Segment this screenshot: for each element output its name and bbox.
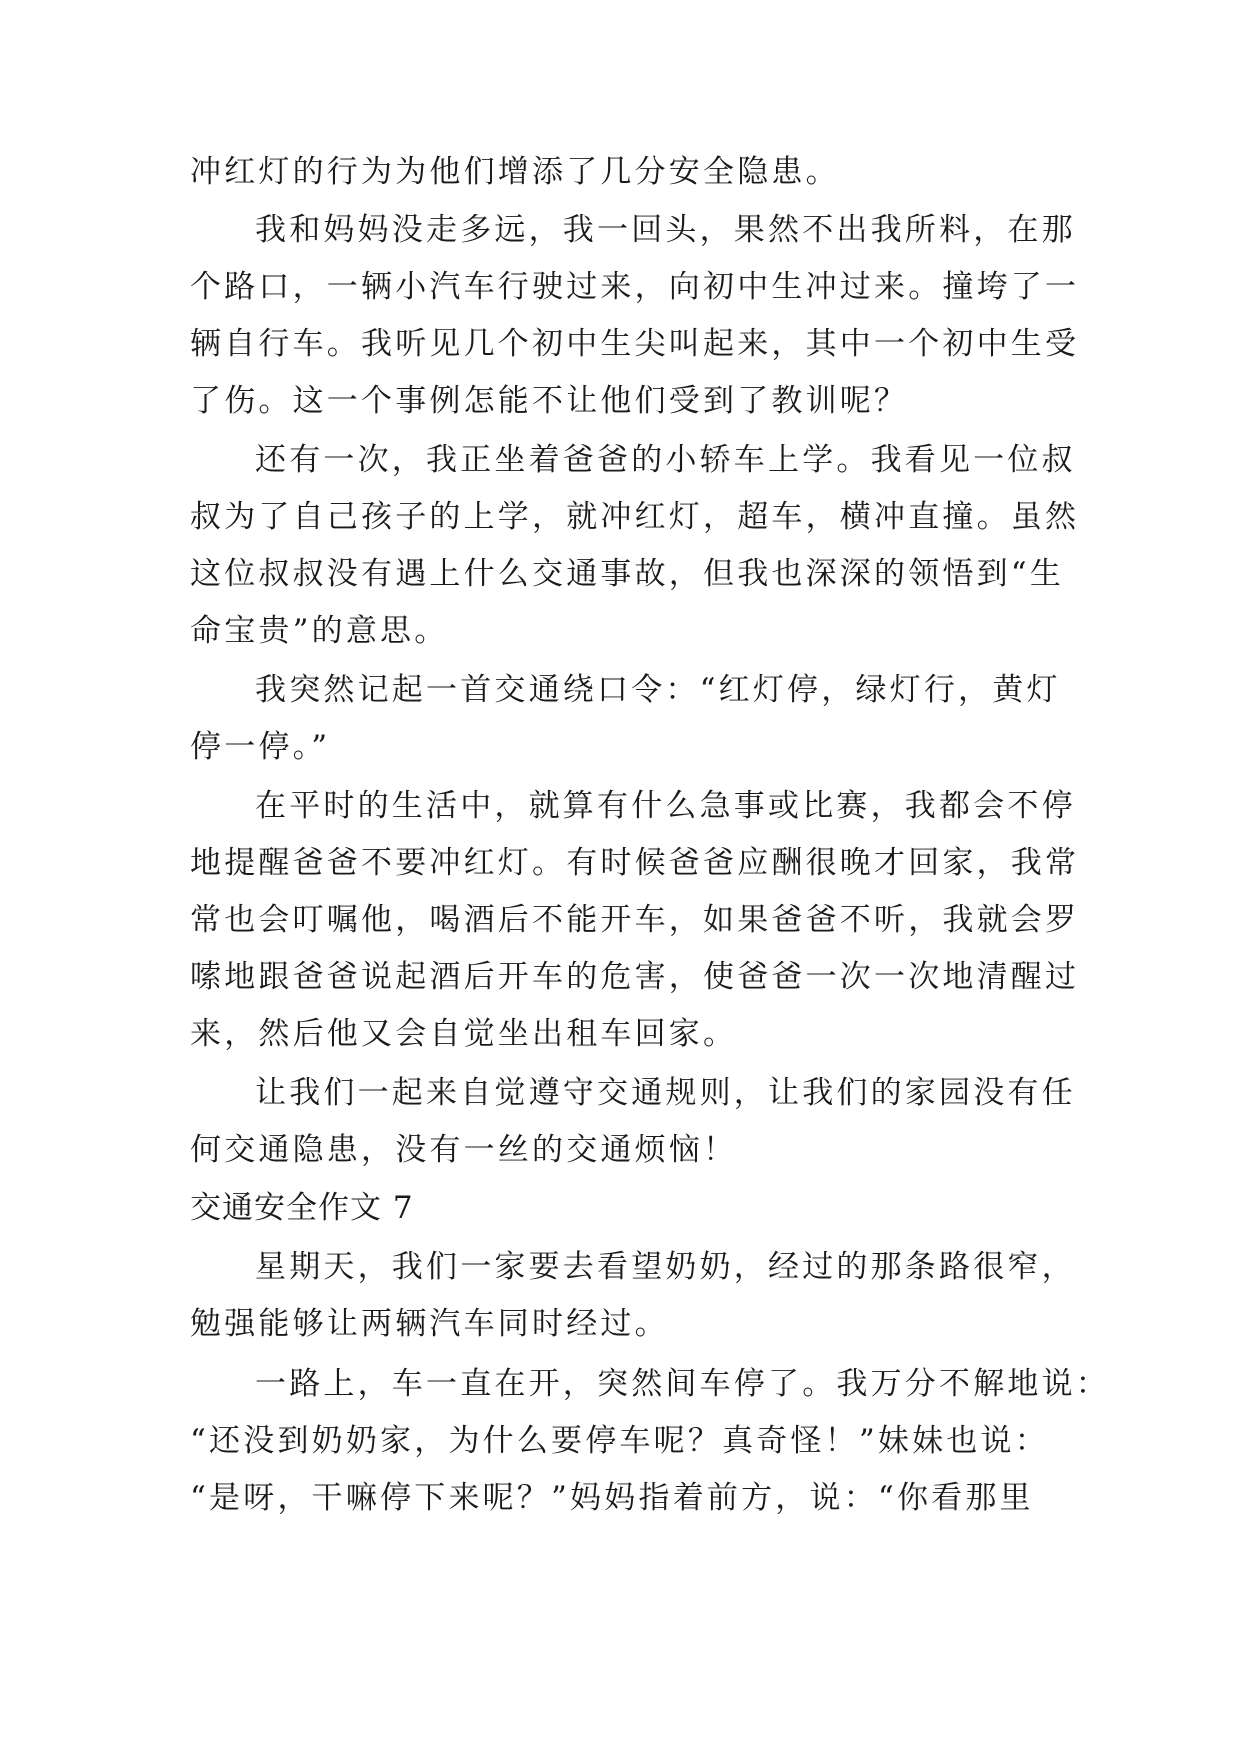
paragraph-line: 停一停。” — [190, 729, 331, 765]
paragraph-line: 这位叔叔没有遇上什么交通事故，但我也深深的领悟到“生 — [190, 556, 1065, 592]
paragraph-line: 何交通隐患，没有一丝的交通烦恼！ — [190, 1132, 738, 1168]
paragraph-line: 嗦地跟爸爸说起酒后开车的危害，使爸爸一次一次地清醒过 — [190, 959, 1080, 995]
section-heading: 交通安全作文 7 — [190, 1190, 414, 1226]
paragraph-line: 常也会叮嘱他，喝酒后不能开车，如果爸爸不听，我就会罗 — [190, 902, 1080, 938]
paragraph-line: “还没到奶奶家，为什么要停车呢？真奇怪！”妹妹也说： — [190, 1423, 1049, 1459]
paragraph-line: 个路口，一辆小汽车行驶过来，向初中生冲过来。撞垮了一 — [190, 269, 1080, 305]
paragraph-line: 命宝贵”的意思。 — [190, 613, 449, 649]
paragraph-line: 辆自行车。我听见几个初中生尖叫起来，其中一个初中生受 — [190, 326, 1080, 362]
paragraph-line: 我突然记起一首交通绕口令：“红灯停，绿灯行，黄灯 — [255, 672, 1061, 708]
paragraph-line: 了伤。这一个事例怎能不让他们受到了教训呢？ — [190, 383, 909, 419]
paragraph-line: 叔为了自己孩子的上学，就冲红灯，超车，横冲直撞。虽然 — [190, 499, 1080, 535]
paragraph-line: 来，然后他又会自觉坐出租车回家。 — [190, 1016, 738, 1052]
paragraph-line: 我和妈妈没走多远，我一回头，果然不出我所料，在那 — [255, 212, 1076, 248]
paragraph-line: 冲红灯的行为为他们增添了几分安全隐患。 — [190, 154, 840, 190]
paragraph-line: 地提醒爸爸不要冲红灯。有时候爸爸应酬很晚才回家，我常 — [190, 845, 1080, 881]
paragraph-line: 还有一次，我正坐着爸爸的小轿车上学。我看见一位叔 — [255, 442, 1076, 478]
paragraph-line: 星期天，我们一家要去看望奶奶，经过的那条路很窄， — [255, 1249, 1076, 1285]
paragraph-line: 勉强能够让两辆汽车同时经过。 — [190, 1306, 669, 1342]
paragraph-line: 一路上，车一直在开，突然间车停了。我万分不解地说： — [255, 1366, 1110, 1402]
paragraph-line: “是呀，干嘛停下来呢？”妈妈指着前方，说：“你看那里 — [190, 1480, 1034, 1516]
paragraph-line: 让我们一起来自觉遵守交通规则，让我们的家园没有任 — [255, 1075, 1076, 1111]
paragraph-line: 在平时的生活中，就算有什么急事或比赛，我都会不停 — [255, 788, 1076, 824]
